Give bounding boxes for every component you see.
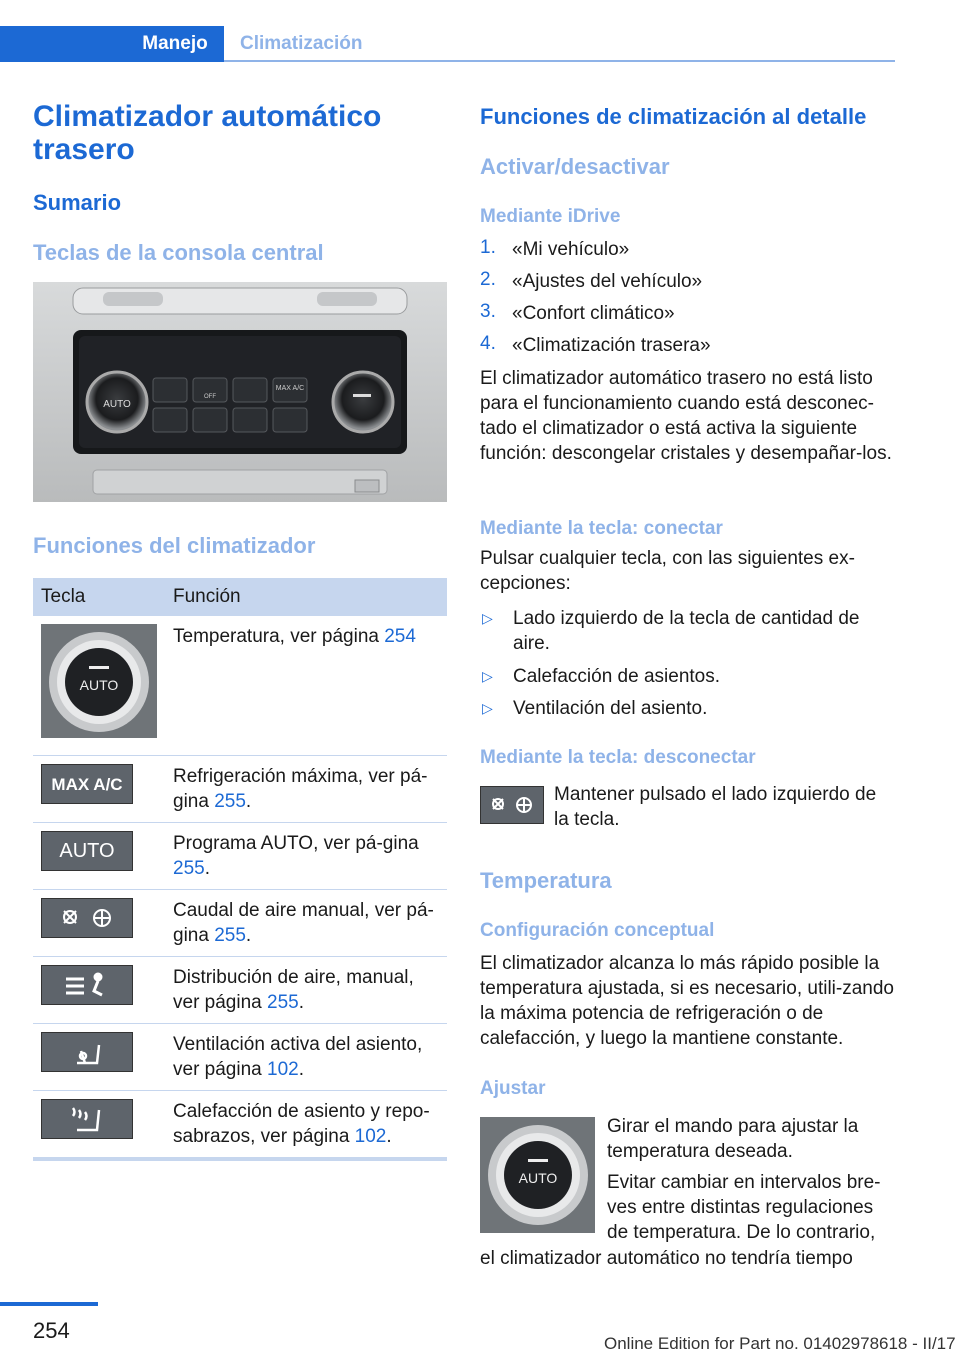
header-divider [224,60,895,62]
header-accent [0,26,126,62]
air-distribution-icon [41,965,133,1005]
step-item: «Mi vehículo» [512,239,630,260]
step-num: 1. [480,237,496,258]
heading-idrive: Mediante iDrive [480,206,621,227]
header-bar [0,0,960,62]
page-link[interactable]: 255 [214,925,246,946]
heading-ajustar: Ajustar [480,1078,546,1099]
paragraph-desconectar: Mantener pulsado el lado izquierdo de la tecla. [554,784,877,830]
paragraph-conectar: Pulsar cualquier tecla, con las siguientes ex‐cepciones: [480,548,855,594]
row-text: Programa AUTO, ver pá‐gina [173,833,419,854]
row-tail: . [386,1126,392,1147]
page-link[interactable]: 255 [267,992,299,1013]
page-number: 254 [33,1318,70,1343]
exception-item: Ventilación del asiento. [513,698,708,719]
paragraph-ajustar-2: Evitar cambiar en intervalos bre‐ves entre distintas regulaciones de temperatura. De lo contrario, [607,1172,881,1243]
heading-temperatura: Temperatura [480,868,612,893]
step-num: 2. [480,269,496,290]
exception-item: Lado izquierdo de la tecla de cantidad de aire. [513,608,860,654]
svg-text:AUTO: AUTO [79,677,119,693]
page-link[interactable]: 255 [173,858,205,879]
row-text: Calefacción de asiento y repo‐sabrazos, ver página [173,1101,430,1147]
heading-sumario: Sumario [33,190,122,215]
col-tecla: Tecla [33,578,165,616]
console-photo [33,282,447,502]
console-illustration [33,282,447,502]
page-link[interactable]: 102 [267,1059,299,1080]
svg-text:MAX A/C: MAX A/C [275,385,305,392]
heading-activar: Activar/desactivar [480,154,670,179]
svg-text:OFF: OFF [204,394,216,400]
heading-teclas: Teclas de la consola central [33,240,324,265]
step-item: «Climatización trasera» [512,335,711,356]
temperature-knob-icon [41,624,157,738]
svg-text:AUTO: AUTO [518,1170,558,1186]
fan-off-button-icon [480,786,544,824]
row-tail: . [245,925,252,946]
table-row [33,1024,447,1091]
tab-manejo[interactable]: Manejo [126,26,224,62]
row-tail: . [204,858,210,879]
svg-text:AUTO: AUTO [103,399,131,410]
table-row [33,1091,447,1160]
step-item: «Ajustes del vehículo» [512,271,703,292]
table-row [33,616,447,756]
heading-detalle: Funciones de climatización al detalle [480,104,867,129]
row-tail: . [298,992,304,1013]
heading-conectar: Mediante la tecla: conectar [480,518,723,539]
step-num: 4. [480,333,496,354]
table-row [33,756,447,823]
temperature-knob-icon [480,1117,595,1233]
page-title: Climatizador automático trasero [33,100,382,166]
bullet-triangle-icon: ▷ [482,610,493,626]
page-link[interactable]: 102 [354,1126,387,1147]
row-text: Distribución de aire, manual, ver página [173,967,414,1013]
col-funcion: Función [165,578,447,616]
edition-note: Online Edition for Part no. 01402978618 - II/17 [604,1334,956,1353]
heading-config: Configuración conceptual [480,920,715,941]
step-num: 3. [480,301,496,322]
step-item: «Confort climático» [512,303,675,324]
paragraph-idrive: El climatizador automático trasero no está listo para el funcionamiento cuando está desconec‐tado el climatizador o está activa la siguiente función: descongelar cristales y desempañar‐los. [480,368,892,464]
row-text: Temperatura, ver página [173,626,385,647]
bullet-triangle-icon: ▷ [482,668,493,684]
functions-table [33,578,447,1161]
table-row [33,890,447,957]
seat-heating-icon [41,1099,133,1139]
footer-accent [0,1302,98,1306]
right-knob [333,372,393,432]
paragraph-ajustar-1: Girar el mando para ajustar la temperatura deseada. [607,1116,859,1162]
table-row [33,823,447,890]
paragraph-ajustar-3: el climatizador automático no tendría tiempo [480,1248,853,1269]
page-link[interactable]: 254 [384,626,416,647]
row-text: Caudal de aire manual, ver pá‐gina [173,900,434,946]
row-tail: . [298,1059,304,1080]
paragraph-config: El climatizador alcanza lo más rápido posible la temperatura ajustada, si es necesario, utili‐zando la máxima potencia de refrigeración o de calefacción, y luego la mantiene constante. [480,953,895,1049]
table-row [33,957,447,1024]
row-tail: . [245,791,252,812]
max-ac-icon: MAX A/C [41,764,133,804]
heading-funciones: Funciones del climatizador [33,533,316,558]
row-text: Ventilación activa del asiento, ver página [173,1034,423,1080]
exception-item: Calefacción de asientos. [513,666,721,687]
page-link[interactable]: 255 [214,791,246,812]
row-text: Refrigeración máxima, ver pá‐gina [173,766,428,812]
seat-ventilation-icon [41,1032,133,1072]
fan-off-icon [41,898,133,938]
bullet-triangle-icon: ▷ [482,700,493,716]
heading-desconectar: Mediante la tecla: desconectar [480,747,756,768]
tab-climatizacion[interactable]: Climatización [240,33,363,54]
auto-icon: AUTO [41,831,133,871]
